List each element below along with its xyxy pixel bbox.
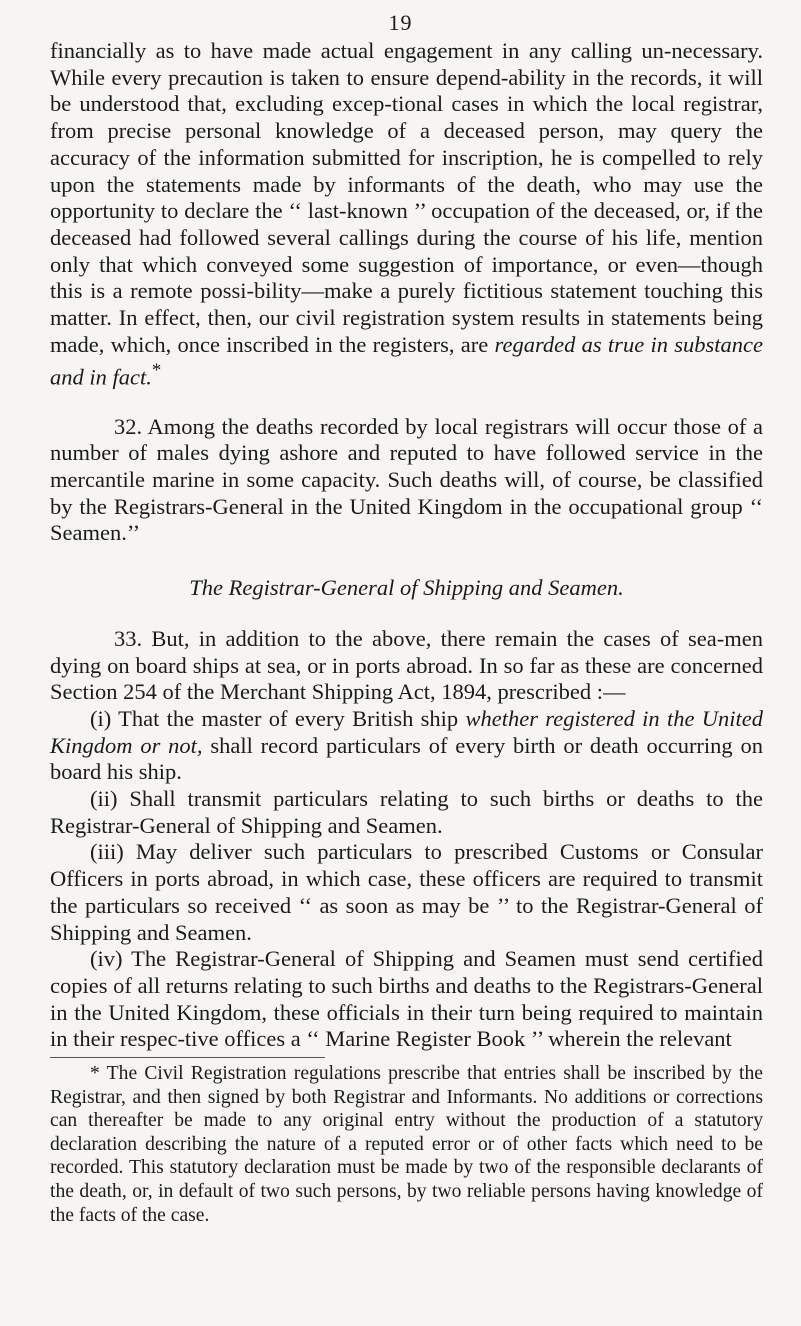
page-number: 19	[388, 10, 413, 35]
footnote: * The Civil Registration regulations prescribe that entries shall be inscribed by the Registrar, and then signed by both Registrar and Informants. No additions or corrections can thereafter be made to any original entry without the production of a statutory declaration describing the nature of a reputed error or of other facts which need to be recorded. This statutory declaration must be made by two of the responsible declarants of the death, or, in default of two such persons, by two reliable persons having knowledge of the facts of the case.	[50, 1063, 763, 1226]
list-item-i-italic: whether registered in the United Kingdom or not,	[50, 705, 763, 758]
list-item-i-tail: shall record particulars of every birth or death occurring on board his ship.	[50, 732, 763, 785]
list-item-i	[50, 706, 763, 786]
list-item-ii: (ii) Shall transmit particulars relating to such births or deaths to the Registrar-General of Shipping and Seamen.	[50, 786, 763, 838]
paragraph-continuation-text: financially as to have made actual engagement in any calling un-necessary. While every precaution is taken to ensure depend-ability in the records, it will be understood that, excluding excep-tional cases in which the local registrar, from precise personal knowledge of a deceased person, may query the accuracy of the information submitted for inscription, he is compelled to rely upon the statements made by informants of the death, who may use the opportunity to declare the ‘‘ last-known ’’ occupation of the deceased, or, if the deceased had followed several callings during the course of his life, mention only that which conveyed some suggestion of importance, or even—though this is a remote possi-bility—make a purely fictitious statement touching this matter. In effect, then, our civil registration system results in statements being made, which, once inscribed in the registers, are	[50, 38, 763, 357]
paragraph-continuation-italic: regarded as true in substance and in fact.	[50, 331, 763, 390]
paragraph-32: 32. Among the deaths recorded by local registrars will occur those of a number of males dying ashore and reputed to have followed service in the mercantile marine in some capacity. Such deaths will, of course, be classified by the Registrars-General in the United Kingdom in the occupational group ‘‘ Seamen.’’	[50, 413, 763, 546]
body-text	[50, 38, 763, 1053]
footnote-divider	[50, 1057, 325, 1058]
paragraph-continuation	[50, 38, 763, 392]
section-heading: The Registrar-General of Shipping and Seamen.	[189, 575, 624, 601]
list-item-iii: (iii) May deliver such particulars to prescribed Customs or Consular Officers in ports abroad, in which case, these officers are required to transmit the particulars so received ‘‘ as soon as may be ’’ to the Registrar-General of Shipping and Seamen.	[50, 839, 763, 945]
list-item-iv: (iv) The Registrar-General of Shipping and Seamen must send certified copies of all returns relating to such births and deaths to the Registrars-General in the United Kingdom, these officials in their turn being required to maintain in their respec-tive offices a ‘‘ Marine Register Book ’’ wherein the relevant	[50, 946, 763, 1052]
paragraph-33: 33. But, in addition to the above, there remain the cases of sea-men dying on board ships at sea, or in ports abroad. In so far as these are concerned Section 254 of the Merchant Shipping Act, 1894, prescribed :—	[50, 625, 763, 705]
list-item-i-lead: (i) That the master of every British ship	[90, 705, 466, 731]
footnote-marker: *	[151, 360, 162, 382]
